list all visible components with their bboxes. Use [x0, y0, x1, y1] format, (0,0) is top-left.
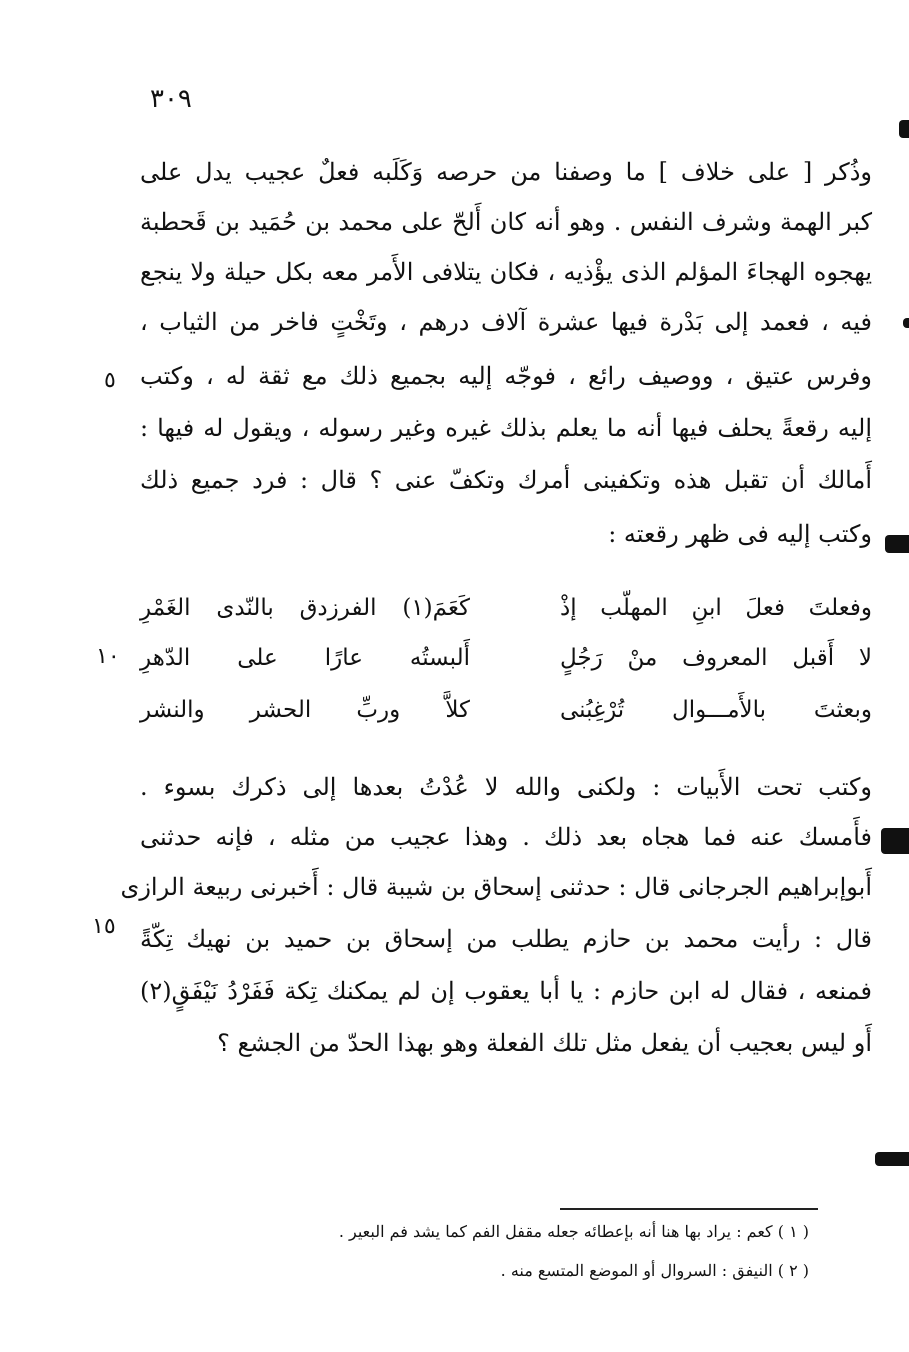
verse-second-hemistich: كلاَّ وربِّ الحشر والنشر [140, 697, 470, 723]
text-line: وكتب تحت الأَبيات : ولكنى والله لا عُدْتُ بعدها إلى ذكرك بسوء . [140, 773, 872, 801]
margin-line-number: ١٠ [96, 644, 120, 669]
scan-edge-mark [885, 535, 909, 553]
text-line: يهجوه الهجاءَ المؤلم الذى يؤْذيه ، فكان يتلافى الأَمر معه بكل حيلة ولا ينجع [140, 258, 872, 286]
text-line: قال : رأيت محمد بن حازم يطلب من إسحاق بن حميد بن نهيك تِكّةً [140, 925, 872, 953]
verse-first-hemistich: وبعثتَ بالأَمـــوال تُرْغِبُنى [560, 697, 872, 723]
text-line: وذُكر [ على خلاف ] ما وصفنا من حرصه وَكَلَبه فعلٌ عجيب يدل على [140, 158, 872, 186]
text-line: كبر الهمة وشرف النفس . وهو أنه كان أَلحّ على محمد بن حُمَيد بن قَحطبة [140, 208, 872, 236]
margin-line-number: ١٥ [92, 914, 116, 939]
text-line: وكتب إليه فى ظهر رقعته : [608, 520, 872, 548]
text-line: أَمالك أن تقبل هذه وتكفينى أمرك وتكفّ عنى ؟ قال : فرد جميع ذلك [140, 466, 872, 494]
text-line: أَو ليس بعجيب أن يفعل مثل تلك الفعلة وهو بهذا الحدّ من الجشع ؟ [217, 1029, 872, 1057]
text-line: فيه ، فعمد إلى بَدْرة فيها عشرة آلاف درهم ، وتَخْتٍ فاخر من الثياب ، [140, 308, 872, 336]
scan-edge-mark [875, 1152, 909, 1166]
verse-first-hemistich: وفعلتَ فعلَ ابنِ المهلّب إذْ [560, 595, 872, 621]
text-line: فأَمسك عنه فما هجاه بعد ذلك . وهذا عجيب من مثله ، فإنه حدثنى [140, 823, 872, 851]
poem-verse [140, 636, 872, 680]
scan-edge-mark [881, 828, 909, 854]
verse-second-hemistich: كَعَمَ(١) الفرزدق بالنّدى الغَمْرِ [140, 595, 470, 621]
text-line: أَبوإبراهيم الجرجانى قال : حدثنى إسحاق بن شيبة قال : أَخبرنى ربيعة الرازى [120, 873, 872, 901]
poem-verse [140, 586, 872, 630]
poem-verse [140, 688, 872, 732]
footnote-divider [560, 1208, 818, 1210]
scan-edge-mark [903, 318, 909, 328]
margin-line-number: ٥ [104, 368, 116, 393]
text-line: وفرس عتيق ، ووصيف رائع ، فوجّه إليه بجميع ذلك مع ثقة له ، وكتب [140, 362, 872, 390]
verse-first-hemistich: لا أَقبل المعروف منْ رَجُلٍ [560, 645, 872, 671]
footnote: ( ٢ ) النيفق : السروال أو الموضع المتسع منه . [500, 1261, 809, 1280]
verse-second-hemistich: أَلبستُه عارًا على الدّهرِ [140, 645, 470, 671]
page-number: ٣٠٩ [150, 84, 192, 114]
text-line: فمنعه ، فقال له ابن حازم : يا أبا يعقوب إن لم يمكنك تِكة فَفَرْدُ نَيْفَقٍ(٢) [140, 977, 872, 1005]
text-line: إليه رقعةً يحلف فيها أنه ما يعلم بذلك غيره وغير رسوله ، ويقول له فيها : [140, 414, 872, 442]
footnote: ( ١ ) كعم : يراد بها هنا أنه بإعطائه جعله مقفل الفم كما يشد فم البعير . [338, 1222, 809, 1241]
scan-edge-mark [899, 120, 909, 138]
